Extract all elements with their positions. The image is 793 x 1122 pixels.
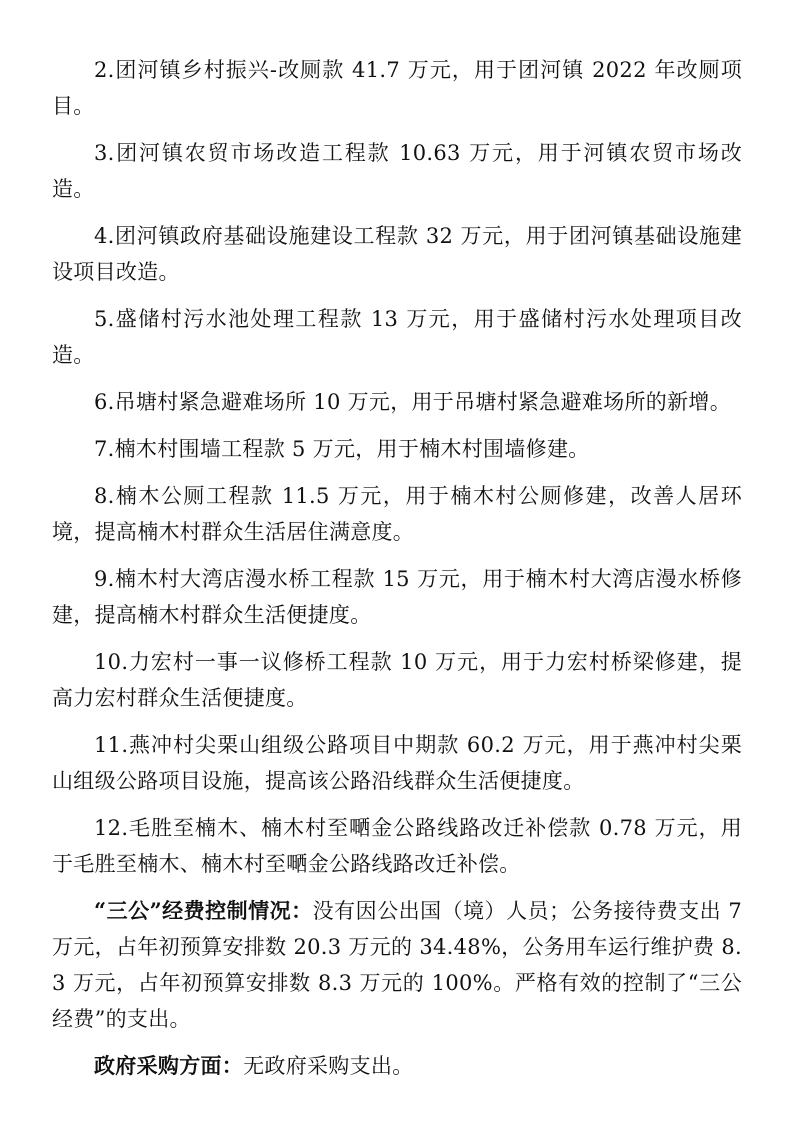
list-item: 11.燕冲村尖栗山组级公路项目中期款 60.2 万元，用于燕冲村尖栗山组级公路项目设施，提高该公路沿线群众生活便捷度。: [52, 733, 742, 793]
sangong-paragraph: [52, 893, 742, 1037]
list-item: 3.团河镇农贸市场改造工程款 10.63 万元，用于河镇农贸市场改造。: [52, 141, 742, 201]
list-item: 2.团河镇乡村振兴-改厕款 41.7 万元，用于团河镇 2022 年改厕项目。: [52, 58, 742, 118]
list-item: 12.毛胜至楠木、楠木村至嗮金公路线路改迁补偿款 0.78 万元，用于毛胜至楠木、楠木村至嗮金公路线路改迁补偿。: [52, 816, 742, 876]
list-item: 8.楠木公厕工程款 11.5 万元，用于楠木村公厕修建，改善人居环境，提高楠木村群众生活居住满意度。: [52, 484, 742, 544]
list-item: 6.吊塘村紧急避难场所 10 万元，用于吊塘村紧急避难场所的新增。: [94, 390, 732, 414]
document-page: [52, 52, 742, 1095]
procurement-label: 政府采购方面：: [94, 1053, 244, 1078]
sangong-text: 没有因公出国（境）人员；公务接待费支出 7 万元，占年初预算安排数 20.3 万元的 34.48%，公务用车运行维护费 8.3 万元，占年初预算安排数 8.3 万元的 100%。严格有效的控制了“三公经费”的支出。: [52, 899, 742, 1031]
list-item: 10.力宏村一事一议修桥工程款 10 万元，用于力宏村桥梁修建，提高力宏村群众生活便捷度。: [52, 650, 742, 710]
list-item: 7.楠木村围墙工程款 5 万元，用于楠木村围墙修建。: [94, 437, 590, 461]
list-item: 9.楠木村大湾店漫水桥工程款 15 万元，用于楠木村大湾店漫水桥修建，提高楠木村群众生活便捷度。: [52, 567, 742, 627]
sangong-label: “三公”经费控制情况：: [94, 898, 313, 923]
procurement-text: 无政府采购支出。: [243, 1054, 414, 1078]
list-item: 5.盛储村污水池处理工程款 13 万元，用于盛储村污水处理项目改造。: [52, 307, 742, 367]
procurement-paragraph: [52, 1048, 742, 1084]
list-item: 4.团河镇政府基础设施建设工程款 32 万元，用于团河镇基础设施建设项目改造。: [52, 224, 742, 284]
